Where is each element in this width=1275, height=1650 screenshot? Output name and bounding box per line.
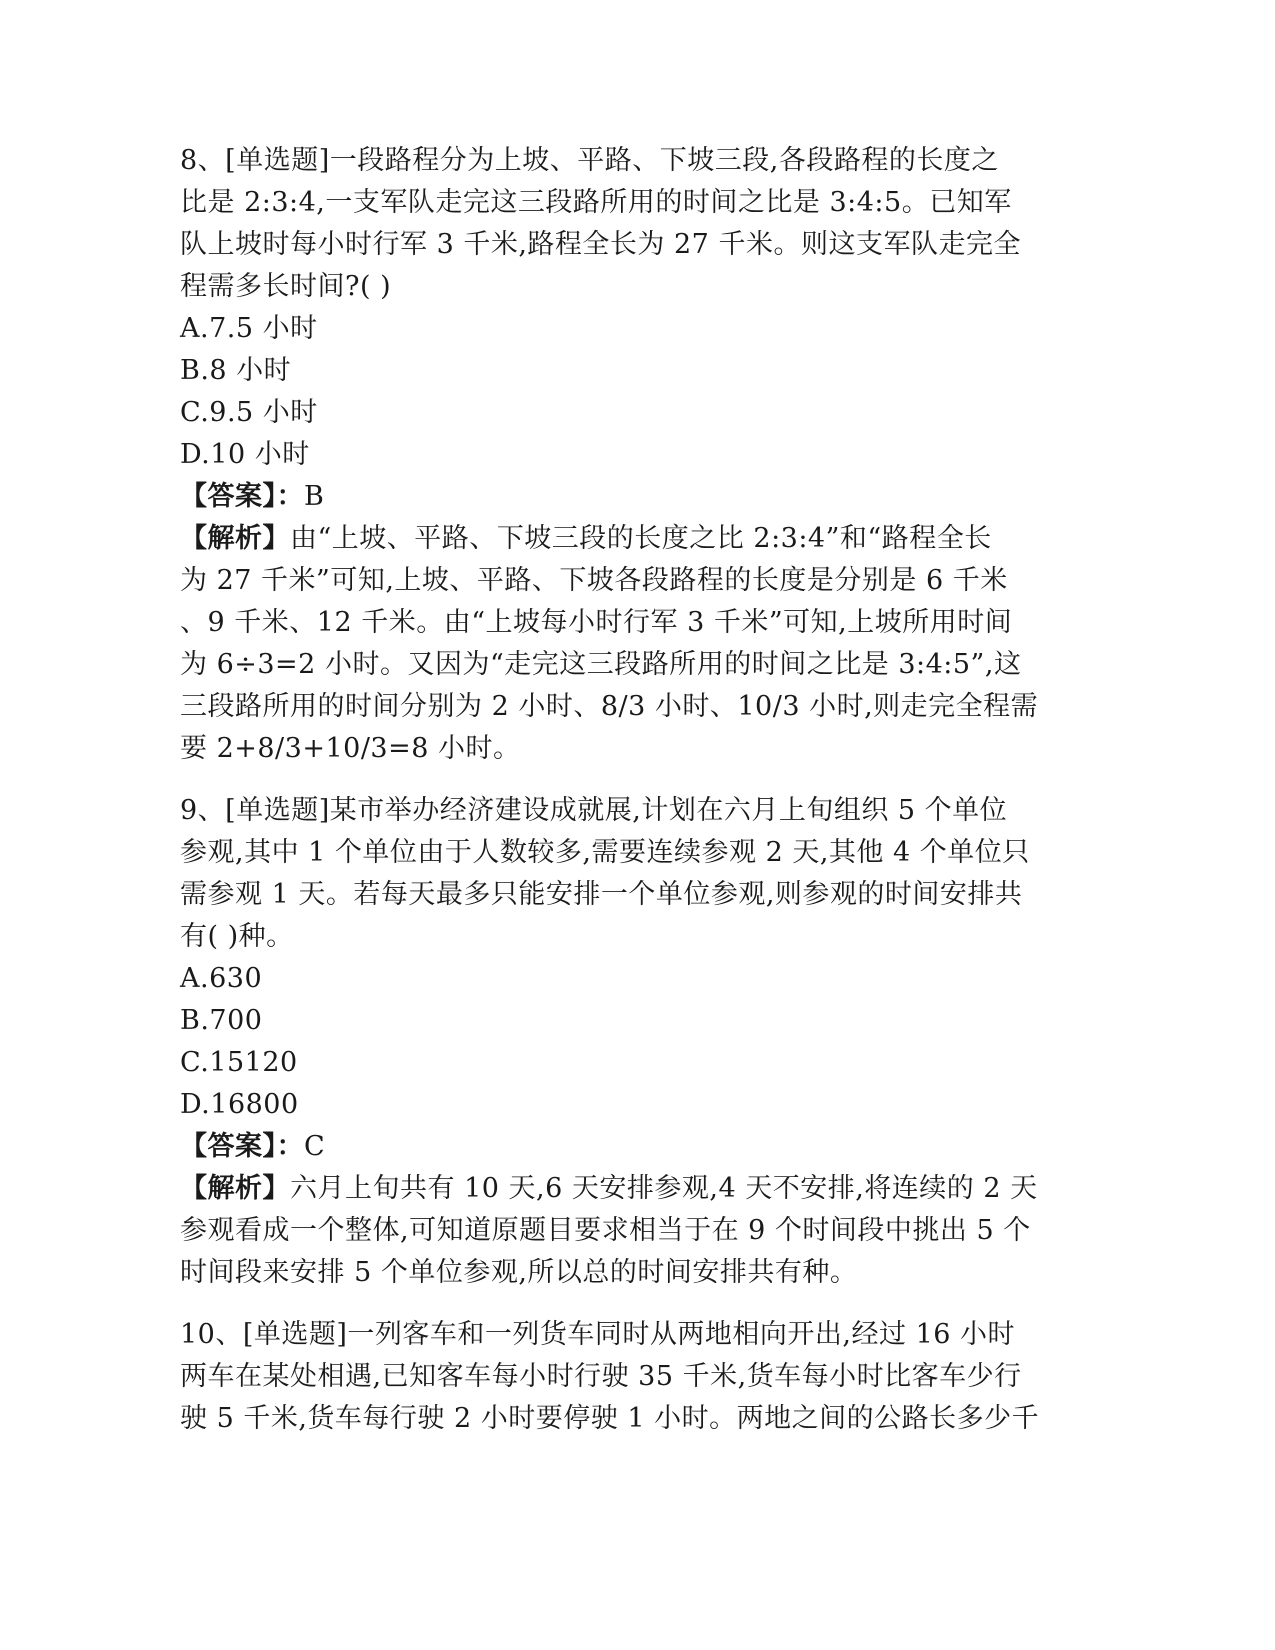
- analysis-line: [180, 518, 1060, 560]
- analysis-line: 、9 千米、12 千米。由“上坡每小时行军 3 千米”可知,上坡所用时间: [180, 607, 1013, 638]
- question-stem-line: 10、[单选题]一列客车和一列货车同时从两地相向开出,经过 16 小时: [180, 1319, 1016, 1350]
- analysis-text: 由“上坡、平路、下坡三段的长度之比 2:3:4”和“路程全长: [290, 523, 992, 554]
- option-c: C.9.5 小时: [180, 397, 318, 428]
- answer-label: 【答案】：: [180, 481, 304, 512]
- question-stem-line: 队上坡时每小时行军 3 千米,路程全长为 27 千米。则这支军队走完全: [180, 229, 1021, 260]
- analysis-label: 【解析】: [180, 1173, 290, 1204]
- option-c: C.15120: [180, 1047, 298, 1078]
- question-spacer: [180, 770, 1060, 790]
- answer-value: C: [304, 1131, 326, 1162]
- answer-line: [180, 1126, 1060, 1168]
- question-stem-line: 9、[单选题]某市举办经济建设成就展,计划在六月上旬组织 5 个单位: [180, 795, 1008, 826]
- document-page: [180, 140, 1060, 1440]
- analysis-label: 【解析】: [180, 523, 290, 554]
- option-d: D.10 小时: [180, 439, 310, 470]
- analysis-text: 六月上旬共有 10 天,6 天安排参观,4 天不安排,将连续的 2 天: [290, 1173, 1038, 1204]
- option-b: B.8 小时: [180, 355, 292, 386]
- analysis-line: 时间段来安排 5 个单位参观,所以总的时间安排共有种。: [180, 1257, 858, 1288]
- analysis-line: 为 27 千米”可知,上坡、平路、下坡各段路程的长度是分别是 6 千米: [180, 565, 1008, 596]
- question-10: [180, 1314, 1060, 1440]
- analysis-line: 三段路所用的时间分别为 2 小时、8/3 小时、10/3 小时,则走完全程需: [180, 691, 1039, 722]
- analysis-line: [180, 1168, 1060, 1210]
- analysis-line: 要 2+8/3+10/3=8 小时。: [180, 733, 521, 764]
- question-stem-line: 比是 2:3:4,一支军队走完这三段路所用的时间之比是 3:4:5。已知军: [180, 187, 1012, 218]
- answer-label: 【答案】：: [180, 1131, 304, 1162]
- question-stem-line: 驶 5 千米,货车每行驶 2 小时要停驶 1 小时。两地之间的公路长多少千: [180, 1403, 1040, 1434]
- analysis-line: 为 6÷3=2 小时。又因为“走完这三段路所用的时间之比是 3:4:5”,这: [180, 649, 1022, 680]
- question-stem-line: 两车在某处相遇,已知客车每小时行驶 35 千米,货车每小时比客车少行: [180, 1361, 1022, 1392]
- question-stem-line: 需参观 1 天。若每天最多只能安排一个单位参观,则参观的时间安排共: [180, 879, 1023, 910]
- option-b: B.700: [180, 1005, 263, 1036]
- analysis-line: 参观看成一个整体,可知道原题目要求相当于在 9 个时间段中挑出 5 个: [180, 1215, 1031, 1246]
- question-9: [180, 790, 1060, 1294]
- question-stem-line: 程需多长时间?( ): [180, 271, 392, 302]
- answer-line: [180, 476, 1060, 518]
- question-stem-line: 有( )种。: [180, 921, 294, 952]
- answer-value: B: [304, 481, 325, 512]
- option-a: A.630: [180, 963, 263, 994]
- option-d: D.16800: [180, 1089, 299, 1120]
- option-a: A.7.5 小时: [180, 313, 318, 344]
- question-8: [180, 140, 1060, 770]
- question-spacer: [180, 1294, 1060, 1314]
- question-stem-line: 参观,其中 1 个单位由于人数较多,需要连续参观 2 天,其他 4 个单位只: [180, 837, 1030, 868]
- question-stem-line: 8、[单选题]一段路程分为上坡、平路、下坡三段,各段路程的长度之: [180, 145, 999, 176]
